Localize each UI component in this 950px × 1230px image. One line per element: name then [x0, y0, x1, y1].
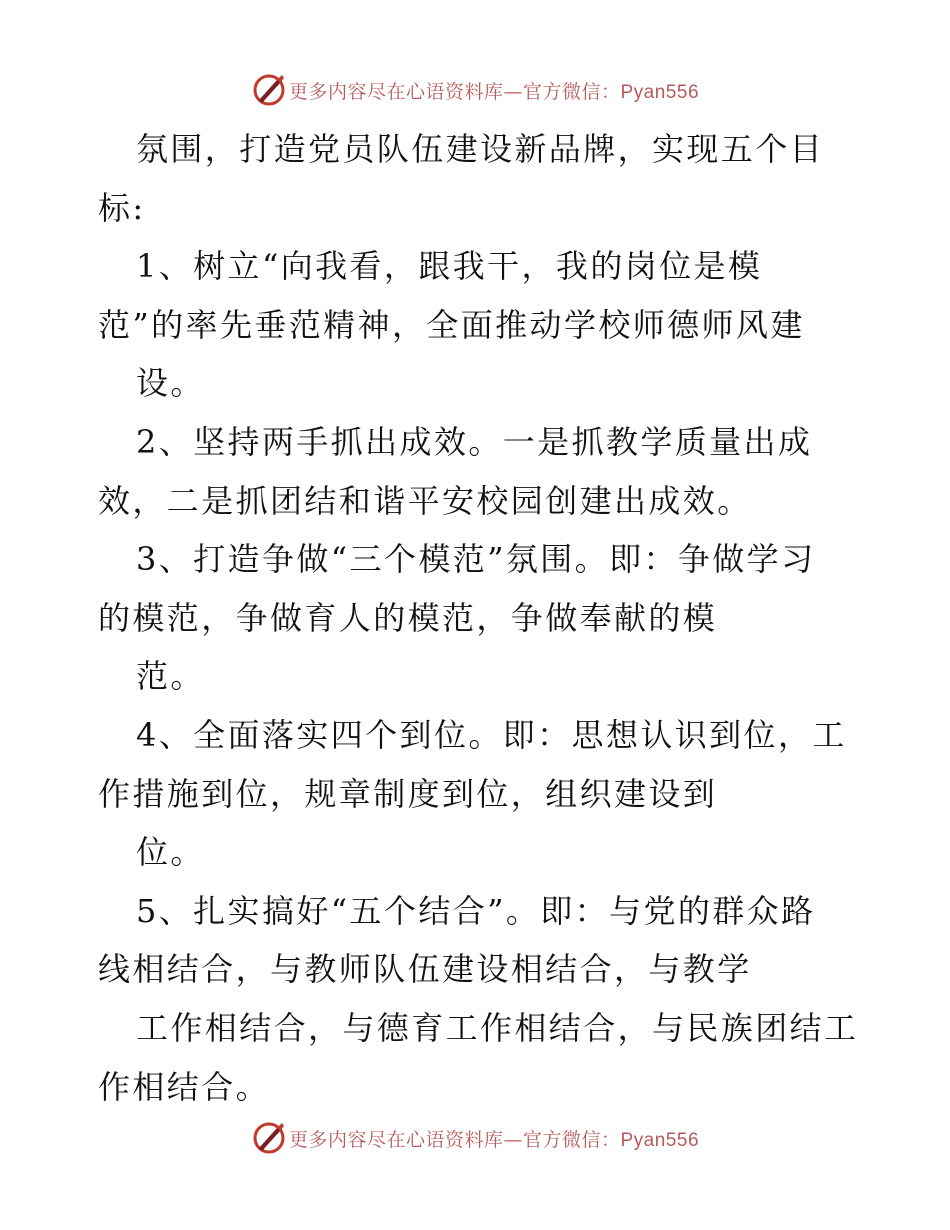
text-line: 范。 — [136, 657, 205, 696]
text-line: 标: — [98, 188, 146, 227]
text-line: 范”的率先垂范精神，全面推动学校师德师风建 — [98, 305, 805, 344]
text-line: 3、打造争做“三个模范”氛围。即：争做学习 — [136, 540, 816, 579]
document-body — [98, 120, 878, 1116]
text-line: 1、树立“向我看，跟我干，我的岗位是模 — [136, 247, 763, 286]
banner-wechat-id: Pyan556 — [620, 81, 700, 103]
text-line: 4、全面落实四个到位。即：思想认识到位，工 — [136, 715, 847, 754]
banner-text: 更多内容尽在心语资料库—官方微信：Pyan556 — [288, 80, 700, 103]
text-line: 作相结合。 — [98, 1067, 271, 1106]
text-line: 位。 — [136, 833, 205, 872]
pen-logo-icon — [251, 72, 287, 108]
text-line: 工作相结合，与德育工作相结合，与民族团结工 — [136, 1008, 859, 1047]
banner-wechat-id: Pyan556 — [620, 1129, 700, 1151]
text-line: 氛围，打造党员队伍建设新品牌，实现五个目 — [136, 130, 825, 168]
pen-logo-icon — [251, 1120, 287, 1156]
banner-text: 更多内容尽在心语资料库—官方微信：Pyan556 — [288, 1128, 700, 1151]
text-line: 2、坚持两手抓出成效。一是抓教学质量出成 — [136, 422, 813, 461]
text-line: 作措施到位，规章制度到位，组织建设到 — [98, 774, 718, 813]
header-banner — [0, 70, 950, 110]
text-line: 线相结合，与教师队伍建设相结合，与教学 — [98, 950, 752, 989]
text-line: 效，二是抓团结和谐平安校园创建出成效。 — [98, 481, 752, 520]
text-line: 的模范，争做育人的模范，争做奉献的模 — [98, 598, 718, 637]
text-line: 设。 — [136, 364, 205, 403]
footer-banner — [0, 1118, 950, 1158]
text-line: 5、扎实搞好“五个结合”。即：与党的群众路 — [136, 891, 816, 930]
